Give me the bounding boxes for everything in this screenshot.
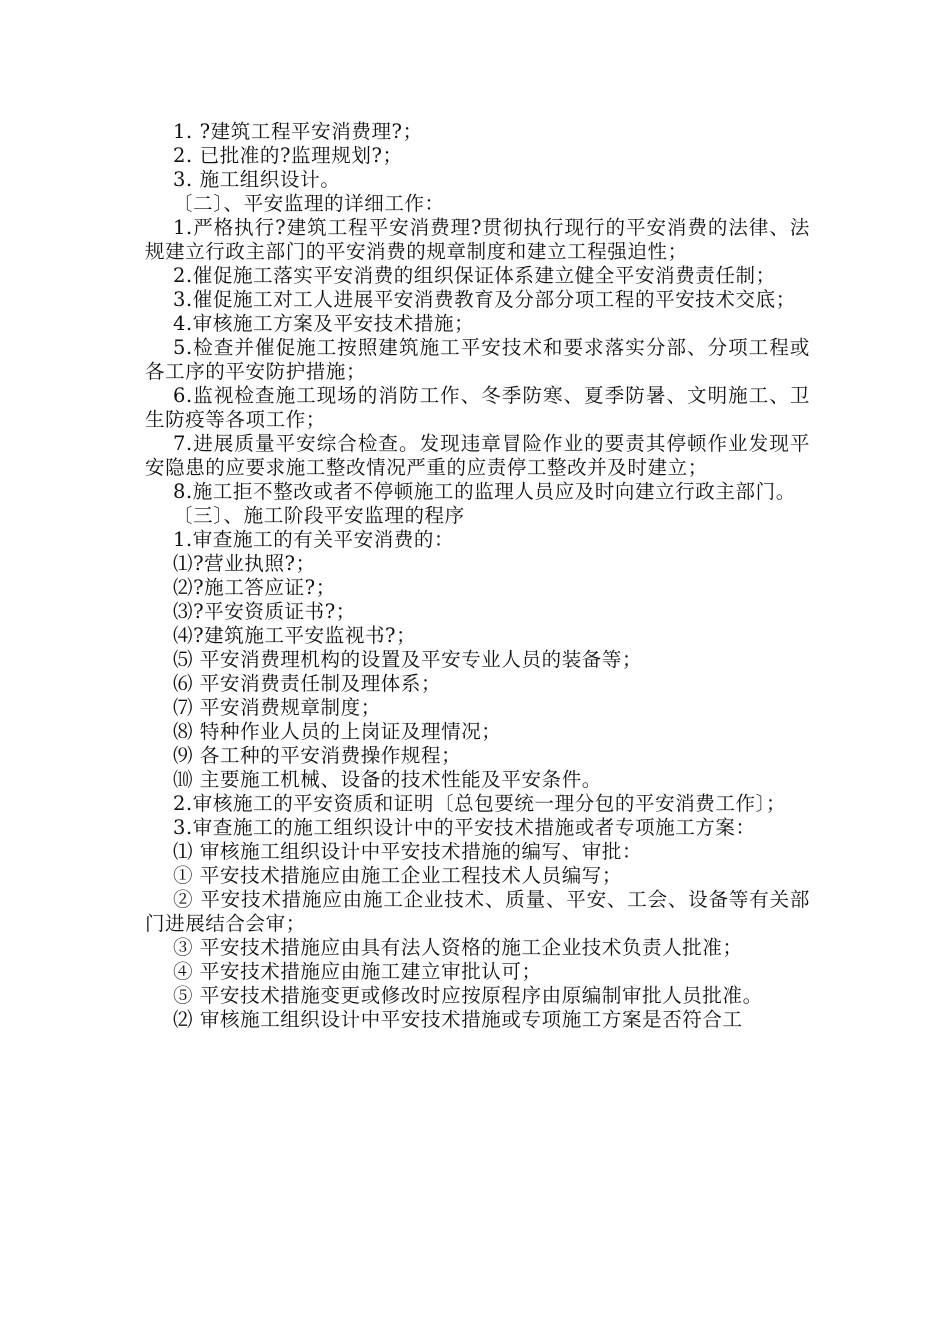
list-item: ⑵?施工答应证?； (173, 576, 336, 599)
list-item: ⑶?平安资质证书?； (173, 600, 356, 623)
paragraph: 2. 已批准的?监理规划?； (173, 144, 403, 167)
list-item: ⑷?建筑施工平安监视书?； (173, 624, 417, 647)
paragraph: 1.审查施工的有关平安消费的： (173, 528, 455, 551)
list-item: ③ 平安技术措施应由具有法人资格的施工企业技术负责人批准； (173, 936, 743, 959)
list-item: ⑸ 平安消费理机构的设置及平安专业人员的装备等； (173, 648, 643, 671)
section-heading: 〔二〕、平安监理的详细工作： (173, 192, 445, 215)
list-item: ⑴?营业执照?； (173, 552, 316, 575)
list-item: ⑽ 主要施工机械、设备的技术性能及平安条件。 (173, 768, 602, 791)
document-body (145, 120, 810, 1032)
list-item: ⑵ 审核施工组织设计中平安技术措施或专项施工方案是否符合工 (173, 1008, 743, 1031)
paragraph: 1. ?建筑工程平安消费理?； (173, 120, 423, 143)
paragraph: 2.审核施工的平安资质和证明〔总包要统一理分包的平安消费工作〕； (173, 792, 787, 815)
list-item: ⑺ 平安消费规章制度； (173, 696, 381, 719)
list-item: ⑼ 各工种的平安消费操作规程； (173, 744, 462, 767)
list-item: ⑤ 平安技术措施变更或修改时应按原程序由原编制审批人员批准。 (173, 984, 763, 1007)
paragraph: 6.监视检查施工现场的消防工作、冬季防寒、夏季防暑、文明施工、卫生防疫等各项工作； (145, 384, 810, 431)
paragraph: 3.催促施工对工人进展平安消费教育及分部分项工程的平安技术交底； (173, 288, 796, 311)
list-item: ② 平安技术措施应由施工企业技术、质量、平安、工会、设备等有关部门进展结合会审； (145, 888, 810, 935)
list-item: ④ 平安技术措施应由施工建立审批认可； (173, 960, 542, 983)
paragraph: 1.严格执行?建筑工程平安消费理?贯彻执行现行的平安消费的法律、法规建立行政主部门的平安消费的规章制度和建立工程强迫性； (145, 216, 810, 263)
list-item: ⑹ 平安消费责任制及理体系； (173, 672, 442, 695)
paragraph: 4.审核施工方案及平安技术措施； (173, 312, 475, 335)
paragraph: 5.检查并催促施工按照建筑施工平安技术和要求落实分部、分项工程或各工序的平安防护措施； (145, 336, 810, 383)
paragraph: 3.审查施工的施工组织设计中的平安技术措施或者专项施工方案： (173, 816, 756, 839)
paragraph: 3. 施工组织设计。 (173, 168, 341, 191)
section-heading: 〔三〕、施工阶段平安监理的程序 (173, 504, 465, 527)
paragraph: 2.催促施工落实平安消费的组织保证体系建立健全平安消费责任制； (173, 264, 776, 287)
paragraph: 8.施工拒不整改或者不停顿施工的监理人员应及时向建立行政主部门。 (173, 480, 796, 503)
list-item: ⑴ 审核施工组织设计中平安技术措施的编写、审批： (173, 840, 643, 863)
list-item: ① 平安技术措施应由施工企业工程技术人员编写； (173, 864, 622, 887)
paragraph: 7.进展质量平安综合检查。发现违章冒险作业的要责其停顿作业发现平安隐患的应要求施工整改情况严重的应责停工整改并及时建立； (145, 432, 810, 479)
list-item: ⑻ 特种作业人员的上岗证及理情况； (173, 720, 502, 743)
